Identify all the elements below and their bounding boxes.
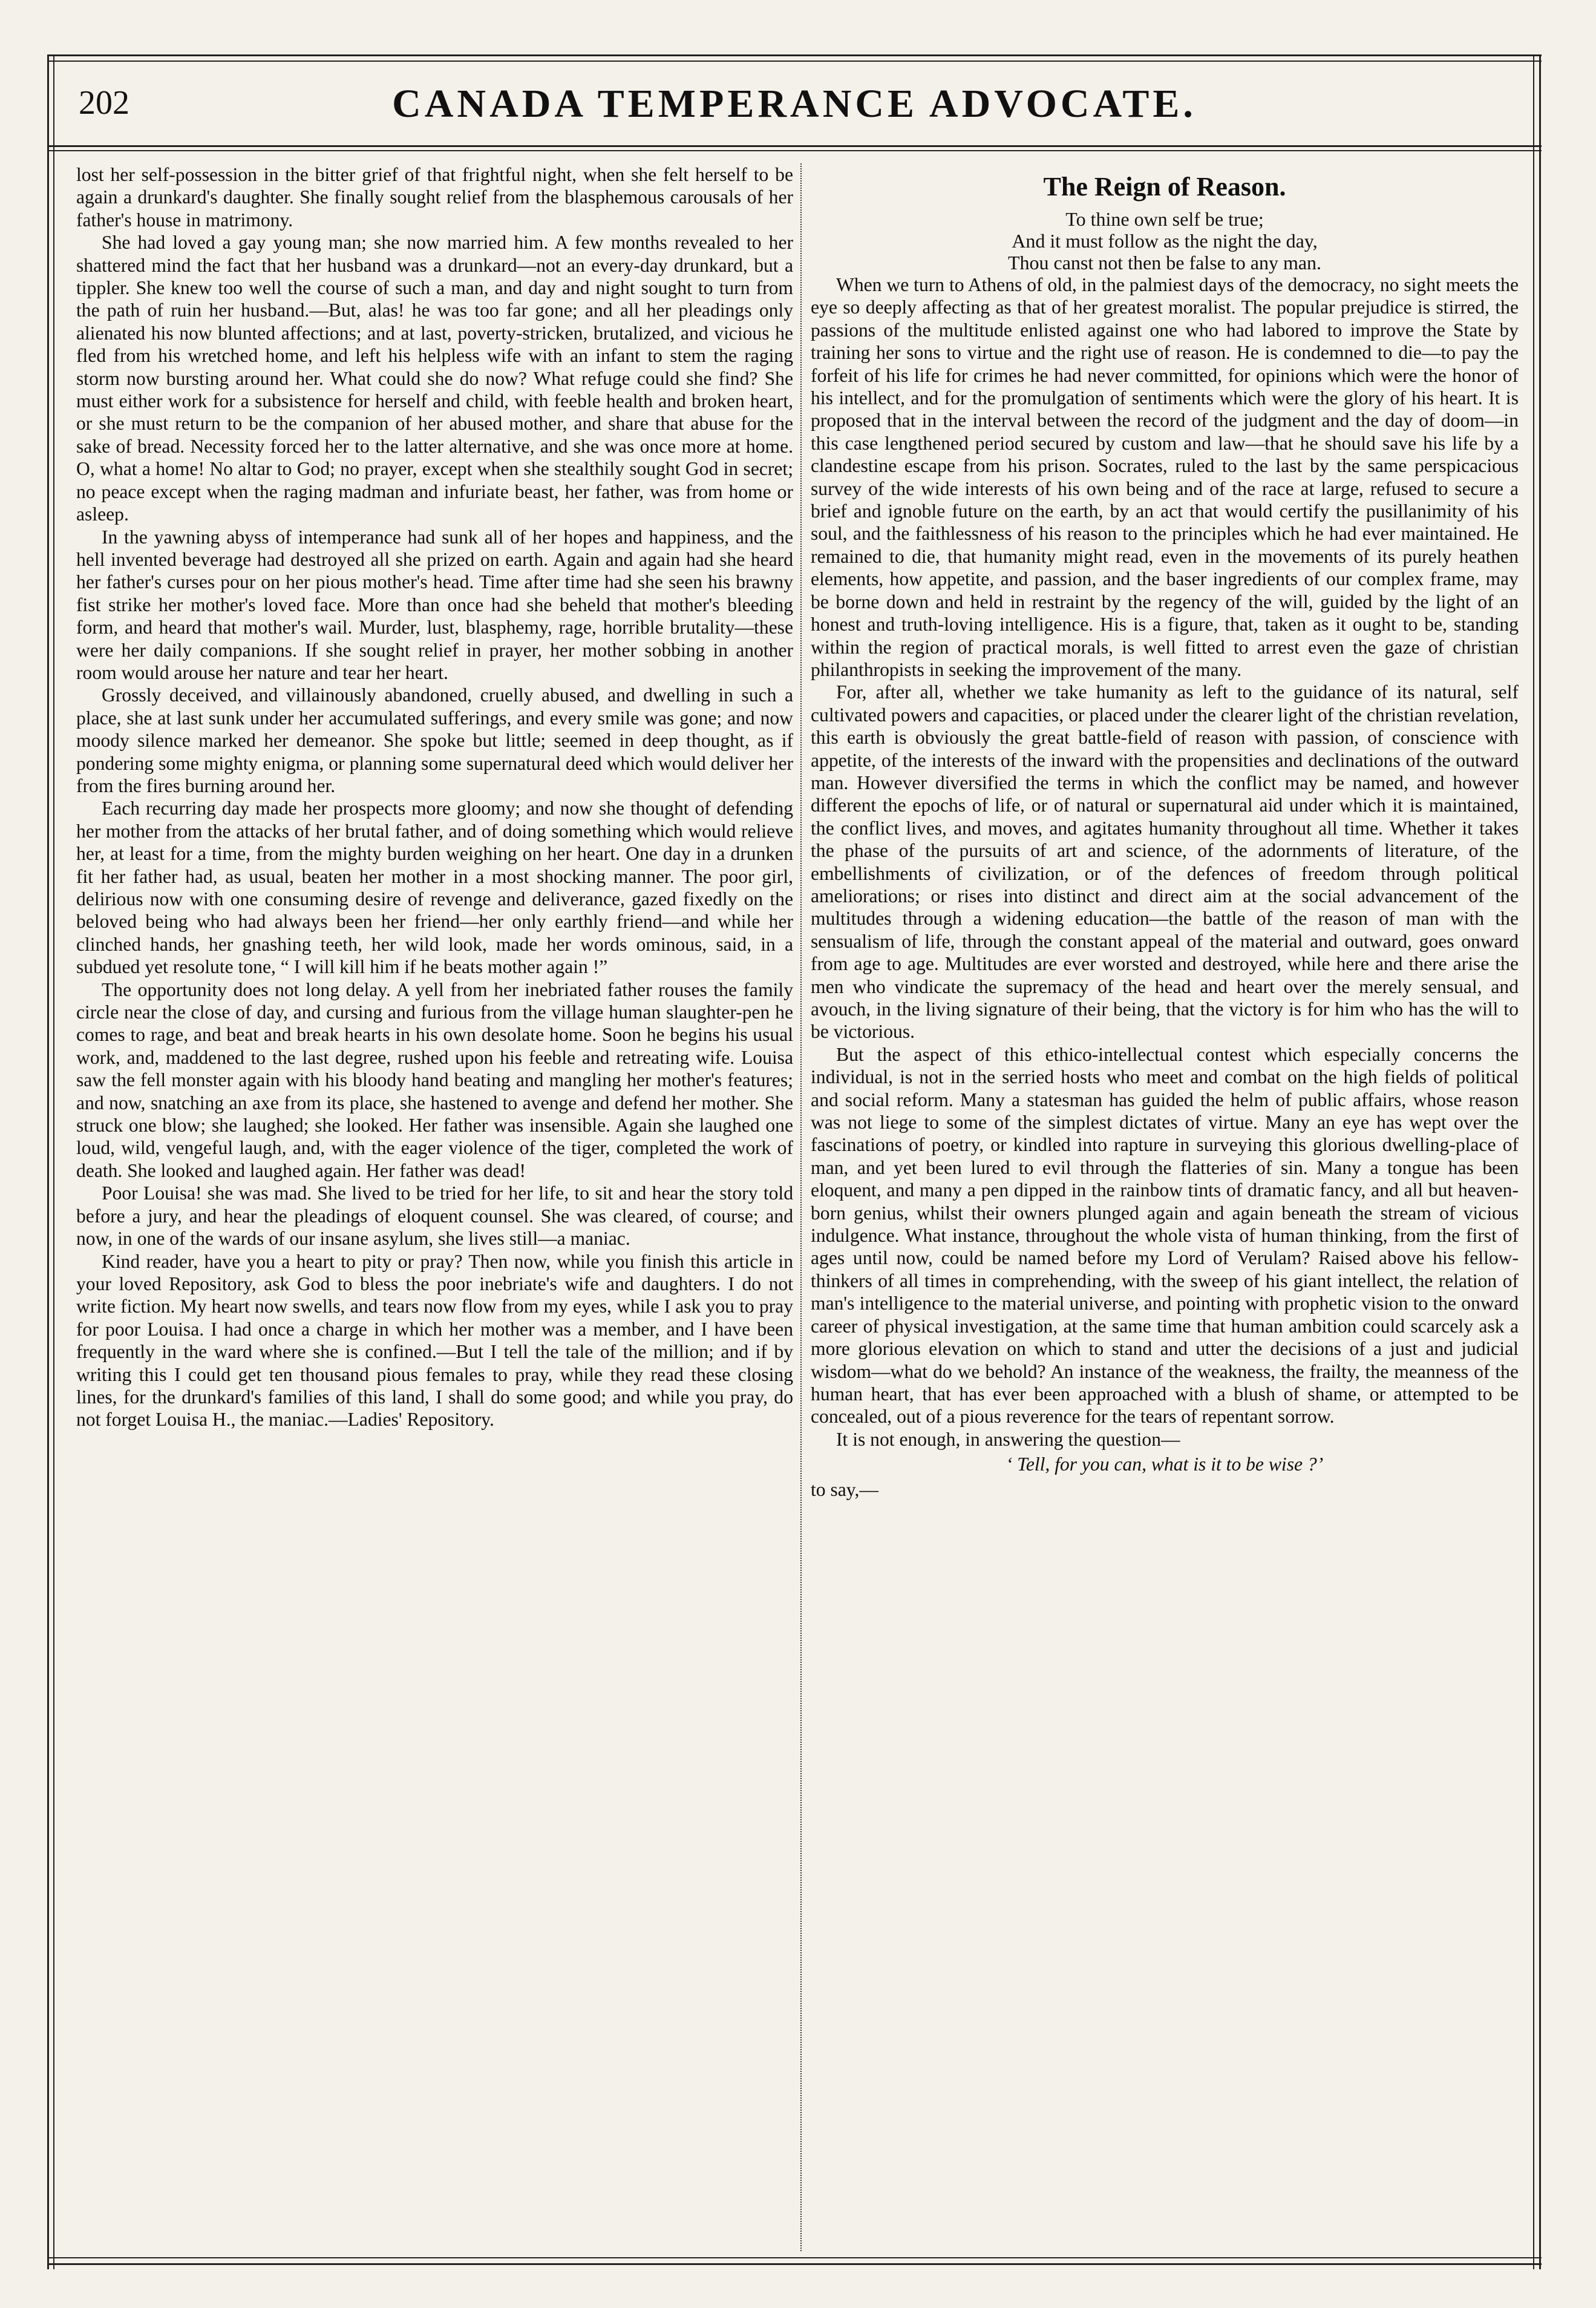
article-title: The Reign of Reason. bbox=[1043, 172, 1286, 202]
newspaper-page bbox=[47, 54, 1542, 2269]
verse-line: Thou canst not then be false to any man. bbox=[1007, 252, 1322, 274]
top-border-rule-inner bbox=[47, 61, 1542, 62]
bottom-border-rule bbox=[47, 2263, 1542, 2265]
paragraph: Poor Louisa! she was mad. She lived to be tried for her life, to sit and hear the story told before a jury, and hear the pleadings of eloquent counsel. She was cleared, of course; and now, in one of the wards of our insane asylum, she lives still—a maniac. bbox=[76, 1182, 793, 1250]
column-divider bbox=[800, 163, 802, 2251]
paragraph: Kind reader, have you a heart to pity or pray? Then now, while you finish this article in your loved Repository, ask God to bless the poor inebriate's wife and daughters. I do not write fiction. My heart now swells, and tears now flow from my eyes, while I ask you to pray for poor Louisa. I had once a charge in which her mother was a member, and I have been frequently in the ward where she is confined.—But I tell the tale of the million; and if by writing this I could get ten thousand pious females to pray, while they read these closing lines, for the drunkard's families of this land, I shall do some good; and while you pray, do not forget Louisa H., the maniac.—Ladies' Repository. bbox=[76, 1250, 793, 1431]
page-number: 202 bbox=[79, 84, 129, 122]
page-header bbox=[47, 73, 1542, 139]
verse-line: And it must follow as the night the day, bbox=[1012, 230, 1318, 252]
paragraph: When we turn to Athens of old, in the palmiest days of the democracy, no sight meets the eye so deeply affecting as that of her greatest moralist. The popular prejudice is stirred, the passions of the multitude enlisted against one who had labored to improve the State by training her sons to virtue and the right use of reason. He is condemned to die—to pay the forfeit of his life for crimes he had never committed, for opinions which were the honor of his intellect, and for the promulgation of sentiments which were the glory of his heart. It is proposed that in the interval between the record of the judgment and the day of doom—in this case lengthened period secured by custom and law—that he should save his life by a clandestine escape from his prison. Socrates, ruled to the last by the same perspicacious survey of the wide interests of his own being and of the race at large, refused to secure a brief and ignoble future on the earth, by an act that would certify the pusillanimity of his soul, and the faithlessness of his reason to the principles which he had ever maintained. He remained to die, that humanity might read, even in the movements of its purely heathen elements, how appetite, and passion, and the baser ingredients of our complex frame, may be borne down and held in restraint by the regency of the will, guided by the light of an honest and truth-loving intelligence. His is a figure, that, taken as it ought to be, standing within the region of practical morals, is well fitted to arrest even the gaze of christian philanthropists in seeking the improvement of the many. bbox=[811, 274, 1519, 680]
right-column bbox=[811, 163, 1519, 1501]
block-quote: ‘ Tell, for you can, what is it to be wise ?’ bbox=[1006, 1454, 1324, 1475]
left-border-rule bbox=[47, 54, 49, 2269]
paragraph: She had loved a gay young man; she now married him. A few months revealed to her shattered mind the fact that her husband was a drunkard—not an every-day drunkard, but a tippler. She knew too well the course of such a man, and day and night sought to turn from the path of ruin her husband.—But, alas! he was too far gone; and all her pleadings only alienated his now blunted affections; and at last, poverty-stricken, brutalized, and vicious he fled from his wretched home, and left his helpless wife with an infant to stem the raging storm now bursting around her. What could she do now? What refuge could she find? She must either work for a subsistence for herself and child, with feeble health and broken heart, or she must return to be the companion of her abused mother, and share that abuse for the sake of bread. Necessity forced her to the latter alternative, and she was once more at home. O, what a home! No altar to God; no prayer, except when she stealthily sought God in secret; no peace except when the raging madman and infuriate beast, her father, was from home or asleep. bbox=[76, 232, 793, 525]
right-border-rule bbox=[1539, 54, 1541, 2269]
paragraph: It is not enough, in answering the question— bbox=[836, 1428, 1180, 1450]
paragraph: In the yawning abyss of intemperance had sunk all of her hopes and happiness, and the hell invented beverage had destroyed all she prized on earth. Again and again had she heard her father's curses pour on her pious mother's head. Time after time had she seen his brawny fist strike her mother's loved face. More than once had she beheld that mother's bleeding form, and heard that mother's wail. Murder, lust, blasphemy, rage, horrible brutality—these were her daily companions. If she sought relief in prayer, her mother sobbing in another room would arouse her nature and tear her heart. bbox=[76, 526, 793, 683]
paragraph: The opportunity does not long delay. A yell from her inebriated father rouses the family circle near the close of day, and cursing and furious from the village human slaughter-pen he comes to rage, and beat and break hearts in his own desolate home. Soon he begins his usual work, and, maddened to the last degree, rushed upon his feeble and retreating wife. Louisa saw the fell monster again with his bloody hand beating and mangling her mother's features; and now, snatching an axe from its place, she hastened to avenge and defend her mother. She struck one blow; she laughed; she looked. Her father was insensible. Again she laughed one loud, wild, vengeful laugh, and, with the eager violence of the tiger, completed the work of death. She looked and laughed again. Her father was dead! bbox=[76, 979, 793, 1181]
paragraph: lost her self-possession in the bitter grief of that frightful night, when she felt herself to be again a drunkard's daughter. She finally sought relief from the blasphemous carousals of her father's house in matrimony. bbox=[76, 164, 793, 231]
paragraph: But the aspect of this ethico-intellectual contest which especially concerns the individual, is not in the serried hosts who meet and combat on the high fields of political and social reform. Many a statesman has guided the helm of public affairs, whose reason was not liege to some of the simplest dictates of virtue. Many an eye has wept over the fascinations of poetry, or kindled into rapture in surveying this glorious dwelling-place of man, and yet been lured to evil through the flatteries of sin. Many a tongue has been eloquent, and many a pen dipped in the rainbow tints of dramatic fancy, and all but heaven-born genius, whilst their owners plunged again and again beneath the stream of vicious indulgence. What instance, throughout the whole vista of human thinking, from the first of ages until now, could be named before my Lord of Verulam? Raised above his fellow-thinkers of all times in comprehending, with the sweep of his giant intellect, the relation of man's intelligence to the material universe, and pointing with prophetic vision to the onward career of physical investigation, at the same time that human ambition could scarcely ask a more glorious elevation on which to stand and utter the decisions of a just and judicial wisdom—what do we behold? An instance of the weakness, the frailty, the meanness of the human heart, that has ever been approached with a blush of shame, or attempted to be concealed, out of a pious reverence for the tears of repentant sorrow. bbox=[811, 1043, 1519, 1428]
paragraph-closing: to say,— bbox=[811, 1478, 879, 1500]
header-rule-inner bbox=[47, 150, 1542, 151]
masthead-title: CANADA TEMPERANCE ADVOCATE. bbox=[392, 82, 1197, 126]
left-column bbox=[76, 163, 793, 1431]
left-border-rule-inner bbox=[53, 54, 54, 2269]
paragraph: For, after all, whether we take humanity as left to the guidance of its natural, self cultivated powers and capacities, or placed under the clearer light of the christian revelation, this earth is obviously the great battle-field of reason with passion, of conscience with appetite, of the interests of the inward with the propensities and declinations of the outward man. However diversified the terms in which the conflict may be named, and however different the epochs of life, or of natural or supernatural aid under which it is maintained, the conflict lives, and moves, and agitates humanity throughout all time. Whether it takes the phase of the pursuits of art and science, of the adornments of literature, of the embellishments of civilization, or of the defences of freedom through political ameliorations; or rises into distinct and direct aim at the social advancement of the multitudes through a widening education—the battle of the reason of man with the sensualism of life, through the constant appeal of the material and outward, goes onward from age to age. Multitudes are ever worsted and destroyed, while here and there arise the men who vindicate the supremacy of the head and heart over the merely sensual, and avouch, in the living signature of their being, that the victory is for him who has the will to be victorious. bbox=[811, 681, 1519, 1043]
epigraph-verse bbox=[811, 208, 1519, 274]
verse-line: To thine own self be true; bbox=[1065, 208, 1264, 230]
header-rule bbox=[47, 145, 1542, 147]
bottom-border-rule-inner bbox=[47, 2257, 1542, 2258]
paragraph: Grossly deceived, and villainously abandoned, cruelly abused, and dwelling in such a place, she at last sunk under her accumulated sufferings, and every smile was gone; and now moody silence marked her demeanor. She spoke but little; seemed in deep thought, as if pondering some mighty enigma, or planning some supernatural deed which would deliver her from the fires burning around her. bbox=[76, 684, 793, 796]
top-border-rule bbox=[47, 54, 1542, 56]
paragraph: Each recurring day made her prospects more gloomy; and now she thought of defending her mother from the attacks of her brutal father, and of doing something which would relieve her, at least for a time, from the mighty burden weighing on her heart. One day in a drunken fit her father had, as usual, beaten her mother in a most shocking manner. The poor girl, delirious now with one consuming desire of revenge and deliverance, gazed fixedly on the beloved being who had always been her friend—her only earthly friend—and while her clinched hands, her gnashing teeth, her wild look, made her words ominous, said, in a subdued yet resolute tone, “ I will kill him if he beats mother again !” bbox=[76, 798, 793, 978]
right-border-rule-inner bbox=[1533, 54, 1534, 2269]
